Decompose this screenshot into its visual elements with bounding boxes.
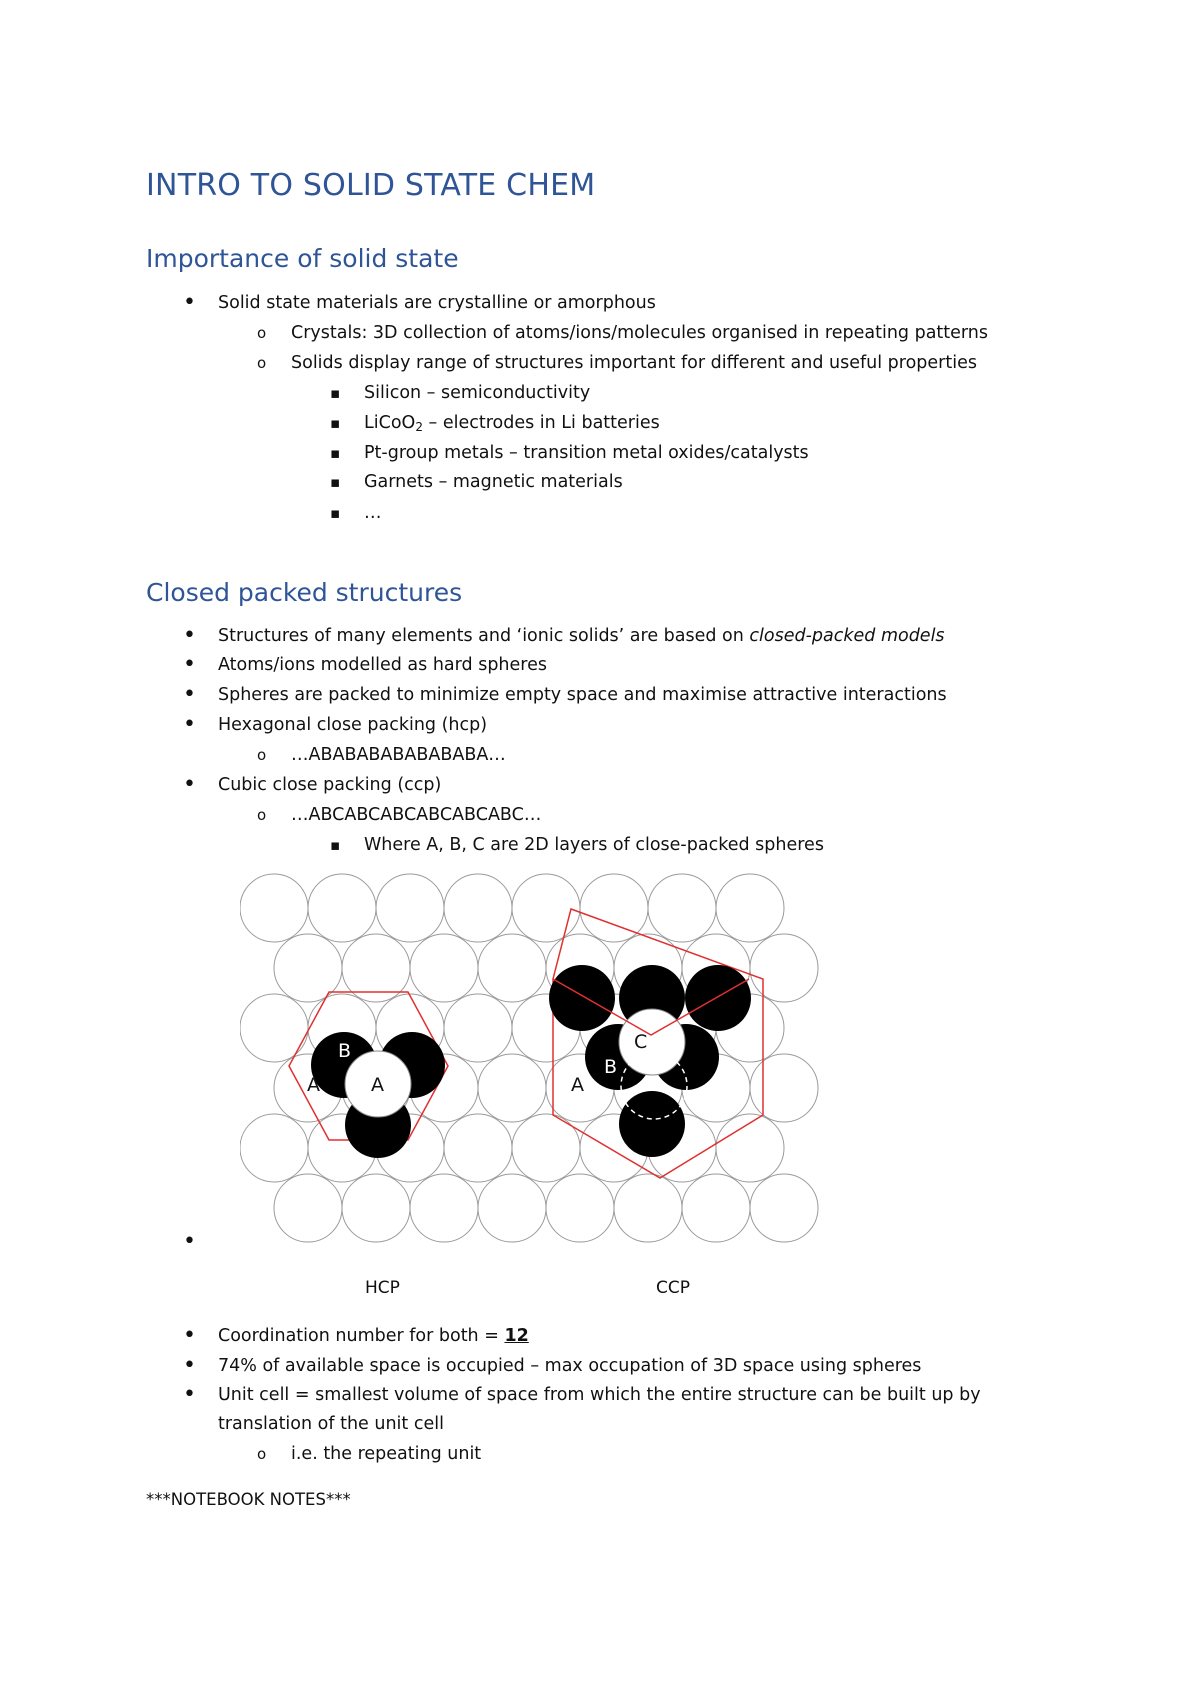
packing-sphere bbox=[410, 934, 478, 1002]
bullet-text-continued: translation of the unit cell bbox=[218, 1414, 444, 1434]
packing-sphere bbox=[716, 874, 784, 942]
packing-sphere bbox=[478, 1174, 546, 1242]
bullet-disc-icon bbox=[183, 714, 196, 737]
packing-sphere bbox=[546, 1174, 614, 1242]
ccp-sphere bbox=[685, 965, 751, 1031]
caption-ccp: CCP bbox=[656, 1278, 690, 1298]
packing-sphere bbox=[750, 934, 818, 1002]
bullet-circle-icon bbox=[257, 1443, 266, 1465]
packing-sphere bbox=[410, 1174, 478, 1242]
packing-sphere bbox=[478, 934, 546, 1002]
label-ccp-b: B bbox=[604, 1056, 618, 1078]
packing-sphere bbox=[444, 1114, 512, 1182]
bullet-text-part: Structures of many elements and ‘ionic solids’ are based on bbox=[218, 626, 750, 646]
bullet-circle-icon bbox=[257, 352, 266, 374]
emphasis-text: closed-packed models bbox=[749, 626, 945, 646]
bullet-square-icon bbox=[330, 382, 340, 404]
bullet-disc-icon bbox=[183, 1384, 196, 1407]
label-hcp-a-left: A bbox=[307, 1074, 320, 1096]
bullet-text: Hexagonal close packing (hcp) bbox=[218, 715, 488, 735]
bullet-square-icon bbox=[330, 442, 340, 464]
packing-sphere bbox=[342, 1174, 410, 1242]
ccp-sphere bbox=[549, 965, 615, 1031]
coordination-number-value: 12 bbox=[504, 1326, 529, 1346]
example-text: – electrodes in Li batteries bbox=[422, 413, 660, 433]
example-item: Pt-group metals – transition metal oxides/catalysts bbox=[364, 443, 809, 463]
packing-sphere bbox=[240, 994, 308, 1062]
bullet-circle-icon bbox=[257, 744, 266, 766]
packing-sphere bbox=[512, 874, 580, 942]
close-packing-diagram bbox=[240, 862, 840, 1252]
bullet-text: Solid state materials are crystalline or amorphous bbox=[218, 293, 656, 313]
packing-sphere bbox=[716, 1114, 784, 1182]
packing-sphere bbox=[750, 1054, 818, 1122]
bullet-disc-icon bbox=[183, 1325, 196, 1348]
label-hcp-b: B bbox=[338, 1040, 352, 1062]
ccp-sphere bbox=[619, 1091, 685, 1157]
section-heading-closed-packed: Closed packed structures bbox=[146, 578, 463, 607]
bullet-text: Unit cell = smallest volume of space from which the entire structure can be built up by bbox=[218, 1385, 981, 1405]
page-title: INTRO TO SOLID STATE CHEM bbox=[146, 168, 596, 203]
formula-subscript: 2 bbox=[415, 420, 423, 434]
caption-hcp: HCP bbox=[365, 1278, 400, 1298]
bullet-square-icon bbox=[330, 412, 340, 434]
example-item: Silicon – semiconductivity bbox=[364, 383, 591, 403]
sub-bullet-text: Crystals: 3D collection of atoms/ions/molecules organised in repeating patterns bbox=[291, 323, 989, 343]
bullet-circle-icon bbox=[257, 322, 266, 344]
bullet-text: 74% of available space is occupied – max occupation of 3D space using spheres bbox=[218, 1356, 922, 1376]
footer-note: ***NOTEBOOK NOTES*** bbox=[146, 1490, 351, 1509]
packing-sphere bbox=[444, 874, 512, 942]
formula-text: LiCoO bbox=[364, 413, 416, 433]
label-hcp-a-center: A bbox=[371, 1074, 384, 1096]
label-ccp-c: C bbox=[634, 1031, 648, 1053]
bullet-text: Cubic close packing (ccp) bbox=[218, 775, 442, 795]
bullet-text: Spheres are packed to minimize empty space and maximise attractive interactions bbox=[218, 685, 947, 705]
packing-sphere bbox=[614, 1174, 682, 1242]
example-item bbox=[364, 412, 660, 434]
packing-sphere bbox=[580, 874, 648, 942]
sub-bullet-text: Solids display range of structures important for different and useful properties bbox=[291, 353, 977, 373]
bullet-disc-icon bbox=[183, 1355, 196, 1378]
bullet-disc-icon bbox=[183, 292, 196, 315]
bullet-square-icon bbox=[330, 471, 340, 493]
sub-bullet-text: …ABABABABABABABA… bbox=[291, 745, 506, 765]
packing-sphere bbox=[750, 1174, 818, 1242]
bullet-disc-icon bbox=[183, 684, 196, 707]
sub-sub-bullet-text: Where A, B, C are 2D layers of close-packed spheres bbox=[364, 835, 824, 855]
bullet-disc-icon bbox=[183, 1231, 196, 1254]
bullet-disc-icon bbox=[183, 774, 196, 797]
bullet-text-part: Coordination number for both = bbox=[218, 1326, 505, 1346]
bullet-square-icon bbox=[330, 502, 340, 524]
sub-bullet-text: …ABCABCABCABCABCABC… bbox=[291, 805, 542, 825]
bullet-square-icon bbox=[330, 834, 340, 856]
bullet-text: Atoms/ions modelled as hard spheres bbox=[218, 655, 547, 675]
packing-sphere bbox=[240, 874, 308, 942]
packing-sphere bbox=[376, 874, 444, 942]
bullet-circle-icon bbox=[257, 804, 266, 826]
example-item: Garnets – magnetic materials bbox=[364, 472, 623, 492]
example-item: … bbox=[364, 503, 382, 523]
sub-bullet-text: i.e. the repeating unit bbox=[291, 1444, 482, 1464]
bullet-disc-icon bbox=[183, 654, 196, 677]
packing-sphere bbox=[274, 1174, 342, 1242]
packing-sphere bbox=[308, 874, 376, 942]
bullet-text bbox=[218, 625, 945, 647]
label-ccp-a: A bbox=[571, 1074, 584, 1096]
packing-sphere bbox=[240, 1114, 308, 1182]
packing-sphere bbox=[682, 1174, 750, 1242]
bullet-text bbox=[218, 1325, 529, 1347]
packing-sphere bbox=[648, 874, 716, 942]
packing-sphere bbox=[444, 994, 512, 1062]
packing-sphere bbox=[478, 1054, 546, 1122]
section-heading-importance: Importance of solid state bbox=[146, 244, 459, 273]
bullet-disc-icon bbox=[183, 625, 196, 648]
